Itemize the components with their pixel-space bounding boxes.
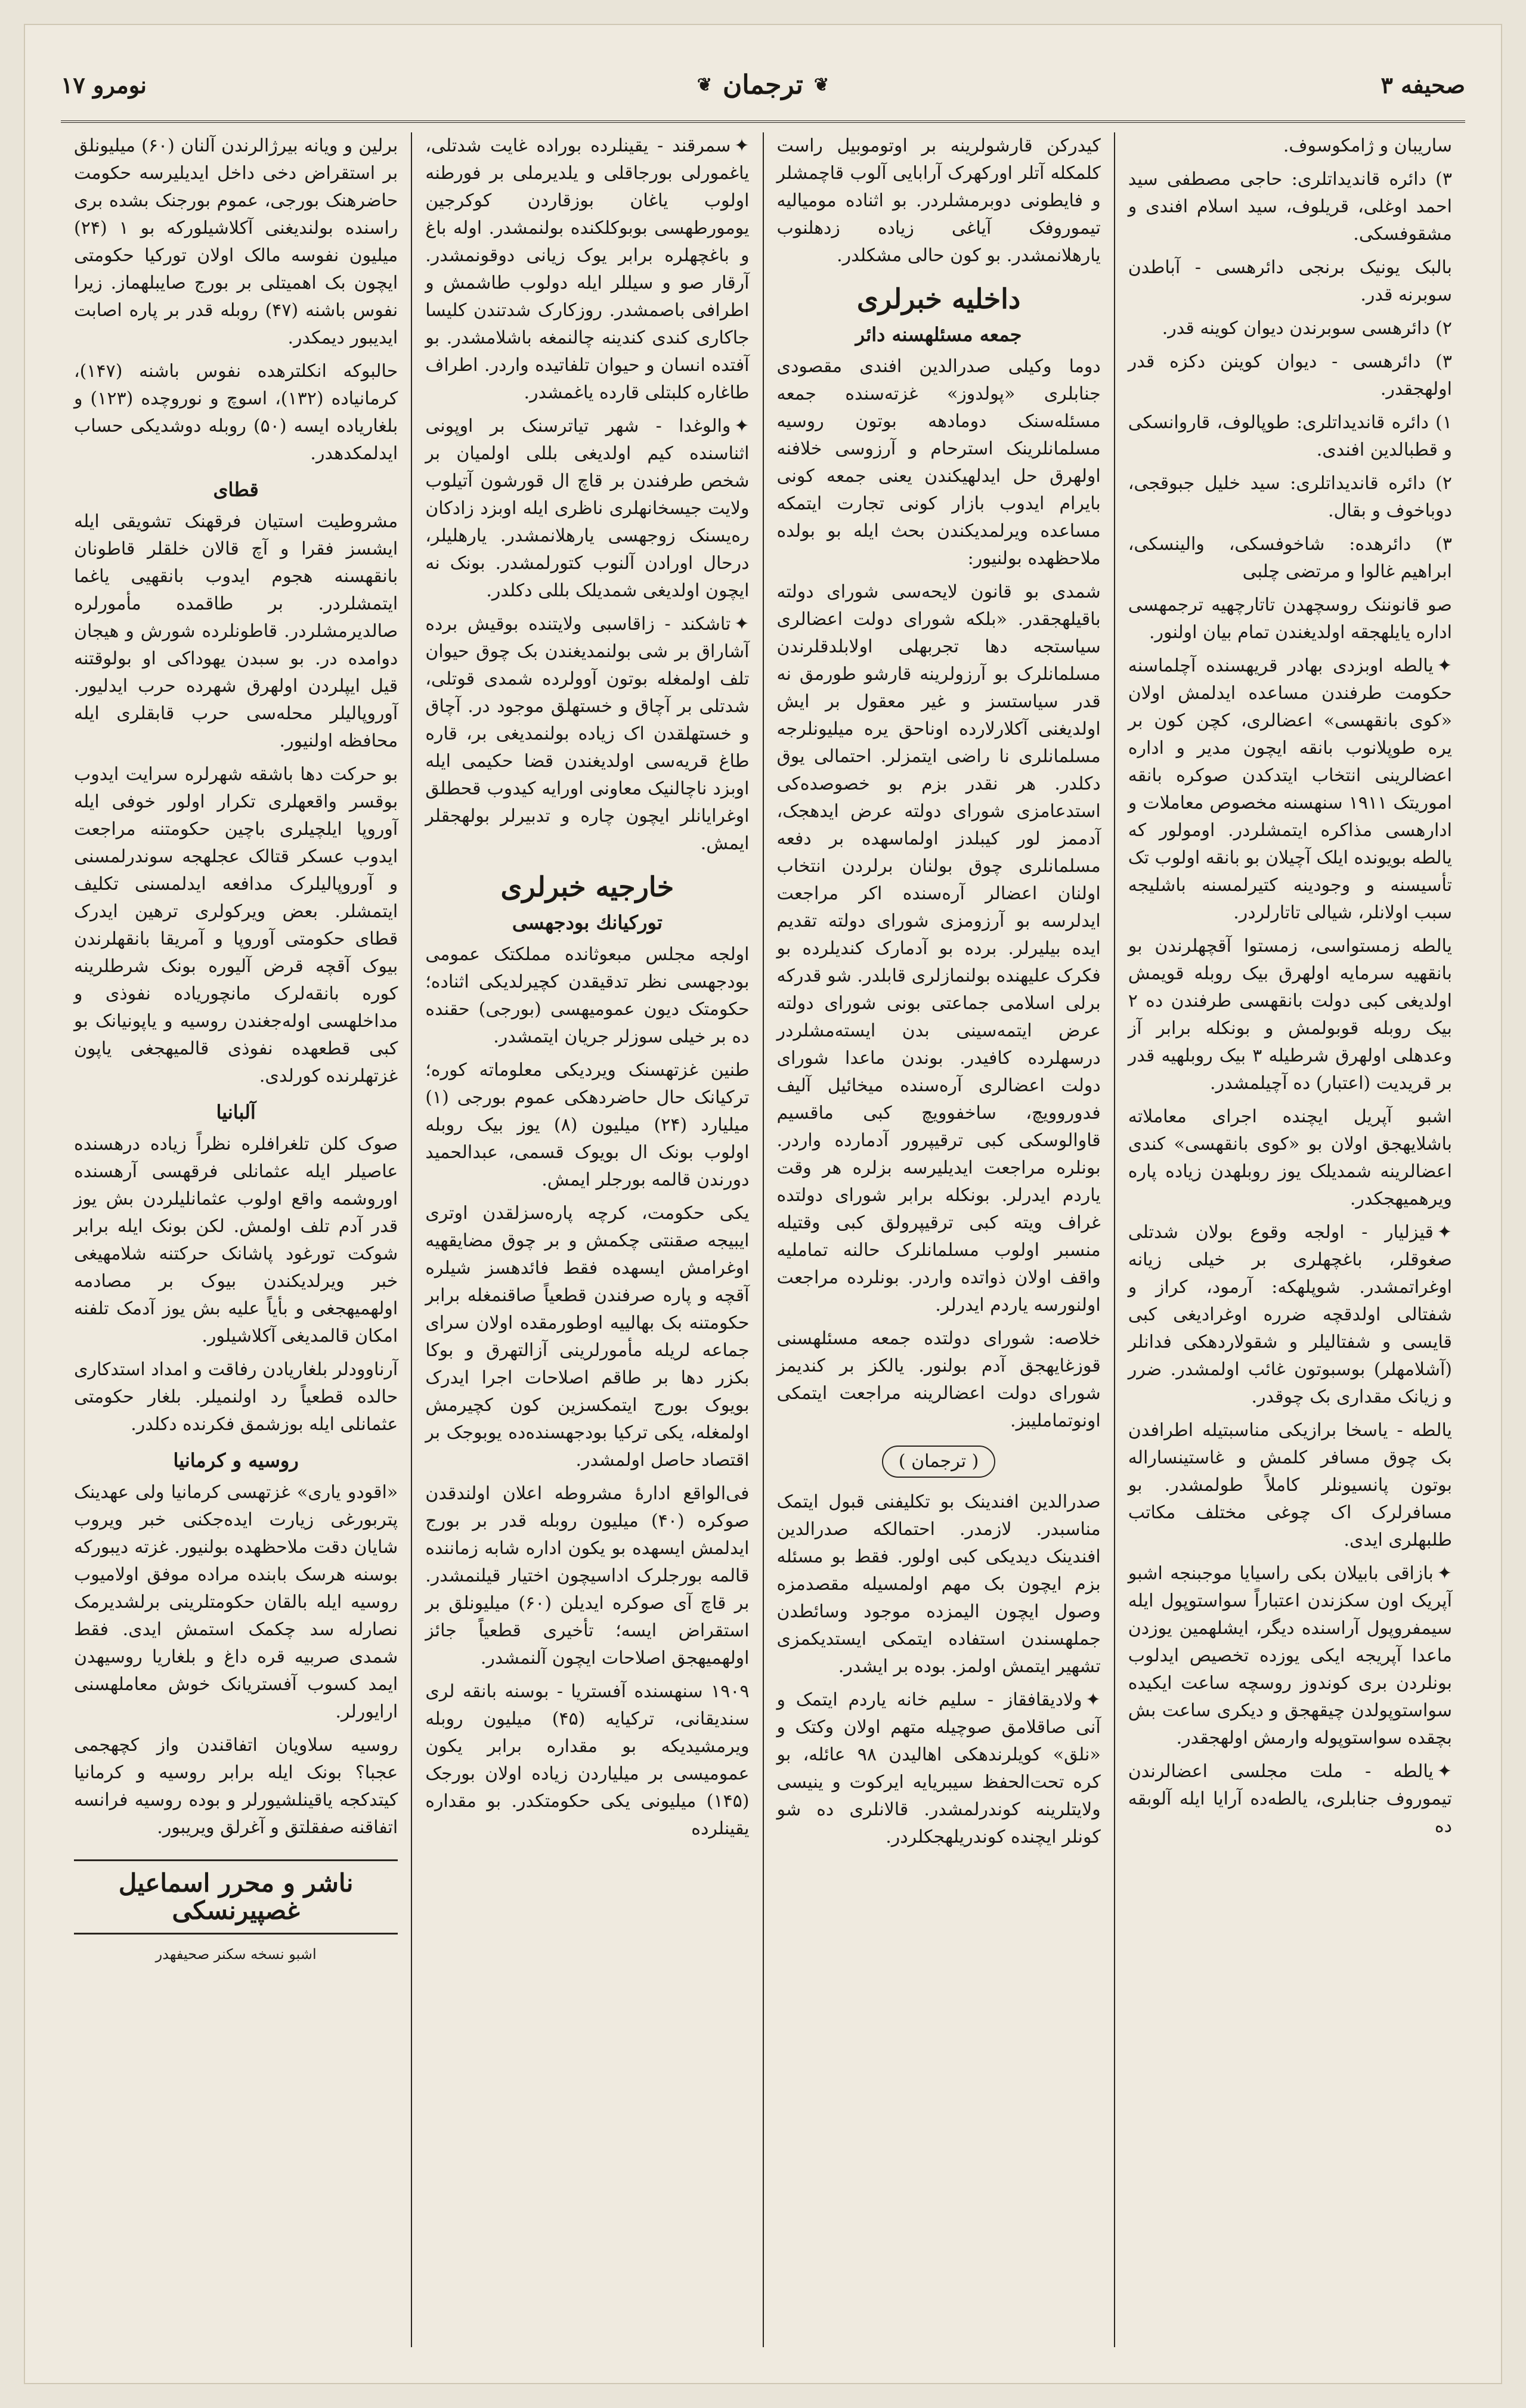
star-bullet-icon: ✦ — [734, 614, 750, 635]
paragraph: برلین و ویانه بیرژالرندن آلنان (۶۰) میلیونلق بر استقراض دخی داخل ایدیلیرسه حکومت حاضرهنک بورجی، عموم بورجنک بشده بری راسنده بولندیغنی آکلاشیلورکه بو ۱ (۲۴) میلیون نفوسه مالک اولان توركيا حکومتی ایچون بک اهمیتلی بر بورج صایبلهماز. زیرا نفوس باشنه (۴۷) روبله قدر بر پاره اصابت ایدیبور دیمکدر. — [74, 135, 398, 348]
paragraph: ۲) دائرهسی سوبرندن دیوان کوینه قدر. — [1162, 318, 1452, 339]
section-title-domestic: داخلیه خبرلری — [856, 283, 1021, 315]
paragraph: یالطه زمستواسی، زمستوا آقچهلرندن بو بانقهیه سرمایه اولهرق بیک روبله قویمش اولدیغی کبی دولت بانقهسی طرفندن ده ۲ بیک روبله قوبولمش و بونکله برابر آز وعدهلی اولهرق شرطیله ۳ بیک روبلهیه قدر بر قریدیت (اعتبار) ده آچیلمشدر. — [1128, 936, 1452, 1094]
news-item: ✦بازاقی بابیلان بکی راسیایا موجبنجه اشبو آپریک اون سکزندن اعتباراً سواستوپول ایله سیمفروپول آراسنده دیگر، ایشلهمین یوزدن ماعدا آپریجه ایکی یوزده تخصیص ایدلوب بونلردن بری کوندوز روسچه ساعت ایکیده سواستوپولدن چیقهجق و دیکری ساعت بش بچقده سواستوپوله وارمش اولهجقدر. — [1128, 1563, 1452, 1748]
paragraph: صدرالدین افندینک بو تکلیفنی قبول ایتمک مناسبدر. لازمدر. احتمالکه صدرالدین افندینک دیدیکی کبی اولور. فقط بو مسئله بزم ایچون بک مهم اولمسیله مقصدمزه وصول ایچون الیمزده موجود وسائطدن جملهسندن استفاده ایتمکی ایستدیکمزی تشهیر ایتمش اولمز. بوده بر ایشدر. — [776, 1491, 1101, 1677]
star-bullet-icon: ✦ — [1437, 1761, 1452, 1782]
star-bullet-icon: ✦ — [734, 135, 750, 156]
subheading: روسیه و کرمانیا — [173, 1449, 299, 1472]
page-number: صحیفه ۳ — [1380, 71, 1465, 98]
star-bullet-icon: ✦ — [734, 416, 750, 437]
paragraph: ۳) دائرهسی - دیوان کوینن دکزه قدر اولهجقدر. — [1128, 351, 1452, 400]
subheading: جمعه مسئلهسنه دائر — [855, 323, 1022, 346]
news-item: ✦یالطه اوبزدی بهادر قریهسنده آچلماسنه حکومت طرفندن مساعده ایدلمش اولان «کوی بانقهسی» اعضالری، کچن کون بر یره طوپلانوب بانقه ایچون مدیر و اداره اعضالرینی انتخاب ایتدکدن صوکره بانقه اموریتک ۱۹۱۱ سنهسنه مخصوص معاملات و ادارهسی مذاکره ایتمشلردر. اومولور که یالطه بویونده ایلک آچیلان بو بانقه اولوب تک تأسیسنه و وجودینه کتیرلمسنه باشلیجه سبب اولانلر، شیالی تاتارلردر. — [1128, 655, 1452, 923]
subheading: قطای — [213, 478, 259, 501]
column-3 — [411, 132, 762, 2347]
paragraph: خلاصه: شورای دولتده جمعه مسئلهسنی قوزغایهجق آدم بولنور. یالکز بر کندیمز شورای دولت اعضالرینه مراجعت ایتمکی اونوتماملیبز. — [776, 1328, 1101, 1431]
paragraph: ۲) دائره قاندیداتلری: سید خلیل جبوقجی، دوباخوف و بقال. — [1128, 473, 1452, 521]
signature-box — [777, 1446, 1101, 1478]
news-item: ✦ولادیقافقاز - سلیم خانه یاردم ایتمک و آنی صاقلامق صوچیله متهم اولان وکتک و «نلق» کویلرندهکی اهالیدن ۹۸ عائله، بو کره تحت‌الحفظ سیبریایه ایرکوت و ینیسی ولایتلرینه کوندرلمشدر. قالانلری ده شو کونلر ایچنده کوندریلهجکلردر. — [776, 1689, 1101, 1847]
column-1 — [1114, 132, 1465, 2347]
paragraph: شمدی بو قانون لایحه‌سی شورای دولته باقیلهجقدر. «بلکه شورای دولت اعضالری سیاستجه دها تجربهلی اولابلدقلرندن مسلمانلرک بو آرزولرینه قارشو طورمق نه قدر سیاستسز و غیر معقول بر ایش اولدیغنی آکلارلارده اوناحق یره میلیونلرجه مسلمانلری نا راضی ایتمزلر. احتمالی یوق دکلدر. هر نقدر بزم بو خصوصده‌کی استدعامزی شورای دولته عرض ایدهجک، آدممز لور کیبلدز اولماسهده بر دفعه مسلمانلری چوق بولنان برلردن انتخاب اولنان اعضالر آره‌سنده اکر مراجعت ایدلرسه بو آرزومزی شورای دولته تقدیم ایده بیلیرلر. برده بو آدمارک کندیلرده بو فکرک علیهنده بولنمازلری قابلدر. شو قدرکه برلی اسلامی جماعتی بونی شورای دولته عرض ایتمه‌سینی بدن ایسته‌مشلردر درسهلرده کافیدر. بوندن ماعدا شورای دولت اعضالری آره‌سنده میخائیل آلیف فدوروویچ، ساخفوویچ کبی ماقسیم قاوالوسکی کبی ترقیپرور آدمارده واردر. بونلره مراجعت ایدیلیرسه بزلره هر وقت یاردم ایدرلر. بونکله برابر شورای دولتده غراف ویته کبی ترقیپرولق کبی وقتیله منسبر اولوب مسلمانلرک حالنه تماملیه واقف اولان ذواتده واردر. بونلرده مراجعت اولنورسه یاردم ایدرلر. — [776, 581, 1101, 1316]
paragraph: حالبوکه انکلترهده نفوس باشنه (۱۴۷)، کرمانیاده (۱۳۲)، اسوچ و نوروچده (۱۲۳) و بلغاریاده ایسه (۵۰) روبله دوشدیکی حساب ایدلمکدهدر. — [74, 361, 398, 464]
star-bullet-icon: ✦ — [1437, 1563, 1452, 1584]
news-item: ✦تاشکند - زاقاسبی ولایتنده بوقیش برده آشاراق بر شی بولنمدیغندن بک چوق حیوان تلف اولمغله بوتون آوولرده شمدی قوتلی، شدتلی بر آچاق و خستهلق موجود در. آچاق و خستهلقدن اک زیاده بولنمدیغی بر، قاره طاغ قریه‌سی اولدیغندن قضا حکیمی ایله اوبزد ناچالنیک معاونی اورایه کیدوب قحطلق اوغرایانلر ایچون چاره و تدبیرلر بولهجقلر ایمش. — [425, 614, 750, 854]
page-header — [61, 49, 1465, 123]
news-item: ✦یالطه - ملت مجلسی اعضالرندن تیموروف جنابلری، یالطه‌ده آرایا ایله آلوبقه ده — [1128, 1761, 1452, 1837]
paragraph: «اقودو یاری» غزتهسی کرمانیا ولی عهدینک پتربورغی زیارت ایده‌جکنی خبر ویروب شایان دقت ملاحظهده بولنیور. غزته دیبورکه بوسنه هرسک بابنده مراده موفق اولامیوب روسیه ایله بالقان حکومتلرینی برلشدیرمک نصارله سد چکمک استمش ایدی. فقط شمدی صربیه قره داغ و بلغاریا روسیهدن ایمد کسوب آفستریانک خوش معاملهسنی ارایورلر. — [74, 1482, 398, 1722]
masthead-title: ترجمان — [723, 69, 803, 100]
paragraph: اولجه مجلس مبعوثانده مملکتک عمومی بودجهسی نظر تدقیقدن کچیرلدیکی اثناده؛ حکومتک دیون عمومیهسی (بورجی) حقنده ده بر خیلی سوزلر جریان ایتمشدر. — [425, 944, 750, 1047]
news-item: ✦والوغدا - شهر تیاترسنک بر اوپونی اثناسنده کیم اولدیغی بللی اولمیان بر شخص طرفندن بر قاچ ال قورشون آتیلوب ولایت جیسخانهلری ناظری ایله اوبزد زادکان ره‌یسنک زوجهسی یارهلانمشدر. یارهلیلر، درحال اورادن آلنوب کتورلمشدر. بونک نه ایچون اولدیغی شمدیلک بللی دکلدر. — [425, 416, 750, 601]
newspaper-page — [24, 24, 1502, 2384]
paragraph: آرناوودلر بلغاریادن رفاقت و امداد استدکاری حالده قطعیاً رد اولنمیلر. بلغار حکومتی عثمانلی ایله بوزشمق فکرنده دکلدر. — [74, 1359, 398, 1435]
paragraph: یالطه - یاسخا برازیکی مناسبتیله اطرافدن بک چوق مسافر کلمش و غاستینساراله بوتون پانسیونلر کاملاً طولمشدر. بو مسافرلرک اک چوغی مختلف مکاتب طلبهلری ایدی. — [1128, 1420, 1452, 1550]
section-title-foreign: خارجیه خبرلری — [500, 871, 674, 903]
paragraph: روسیه سلاویان اتفاقندن واز کچهجمی عجبا؟ بونک ایله برابر روسیه و کرمانیا کیتدکجه یاقینلشیورلر و بوده روسیه فرانسه اتفاقنه صفقلتق و آغرلق ویریبور. — [74, 1735, 398, 1838]
paragraph: ساریبان و ژامکوسوف. — [1283, 135, 1452, 156]
ornament-left-icon: ❦ — [697, 74, 713, 95]
paragraph: ۱) دائره قاندیداتلری: طوپالوف، قاروانسکی و قطبالدین افندی. — [1128, 412, 1452, 460]
star-bullet-icon: ✦ — [1437, 655, 1452, 676]
paragraph: دوما وکیلی صدرالدین افندی مقصودی جنابلری «پولدوز» غزته‌سنده جمعه مسئله‌سنک دومادهه بوتون روسیه مسلمانلرینک استرحام و آرزوسی خلافنه اولهرق حل ایدلهیکندن یعنی جمعه کونی بایرام ایدوب بازار کونی تجارت ایتمکه مساعده ویرلمدیکندن بحث ایله بو بولده ملاحظهده بولنیور: — [776, 356, 1101, 569]
signature-label: ( ترجمان ) — [882, 1446, 995, 1478]
masthead — [697, 70, 829, 100]
news-item: ✦قیزلیار - اولجه وقوع بولان شدتلی صغوقلر، باغچهلری بر خیلی زیانه اوغراتمشدر. شوپلهکه: آرمود، کراز و شفتالی اولدقچه ضرره اوغرادیغی کبی قایسی و شفتالیلر و شقولاردهکی فدانلر (آشلامهلر) بوسبوتون غائب اولمشدر. ضرر و زیانک مقداری بک چوقدر. — [1128, 1222, 1452, 1407]
paragraph: کیدرکن قارشولرینه بر اوتوموبیل راست کلمکله آتلر اورکهرک آرابایی آلوب قاچمشلر و فایطونی دوبرمشلردر. بو اثناده مومیالیه تیموروفک آیاغی زیاده زدهلنوب یارهلانمشدر. بو کون حالی مشکلدر. — [776, 135, 1101, 266]
paragraph: اشبو آپریل ایچنده اجرای معاملاته باشلایهجق اولان بو «کوی بانقهسی» کندی اعضالرینه شمدیلک یوز روبلهدن زیاده پاره ویرهمیهجکدر. — [1128, 1106, 1452, 1209]
star-bullet-icon: ✦ — [1085, 1689, 1101, 1710]
issue-number: نومرو ۱۷ — [61, 71, 147, 98]
paragraph: مشروطیت استیان فرقهنک تشویقی ایله ایشسز فقرا و آچ قالان خلقلر قاطونان بانقهسنه هجوم ایدوب بانقهیی یاغما ایتمشلردر. بر طاقمده مأمورلره صالدیرمشلردر. قاطونلرده شورش و هیجان دوامده در. بو سبدن یهوداکی او بولوقتنه قیل ایپلردن اولهرق شهرده حرب ایدلیور. آوروپالیلر محله‌سی حرب قابقلری ایله محافظه اولنیور. — [74, 511, 398, 751]
paragraph: صو قانوننک روسچهدن تاتارچهیه ترجمهسی اداره یایلهجقه اولدیغندن تمام بیان اولنور. — [1128, 595, 1452, 643]
paragraph: بالبک یونیک برنجی دائرهسی - آباطدن سوبرنه قدر. — [1128, 257, 1452, 305]
paragraph: بو حرکت دها باشقه شهرلره سرایت ایدوب بوقسر واقعهلری تکرار اولور خوفی ایله آوروپا ایلچیلری باچین حکومتنه مراجعت ایدوب عسکر قتالک عجلهجه سوندرلمسنی و آوروپالیلرک مدافعه ایدلمسنی تکلیف ایتمشلر. بعض ویرکولری ترهین ایدرک قطای حکومتی آوروپا و آمریقا بانقهلرندن بیوک آقچه قرض آلیوره بونک شرطلرینه کوره بانقه‌لرک مانچوریاده نفوذی و مداخلهسی اوله‌جغندن روسیه و یاپونیانک بو کبی قطعهده نفوذی قالمیهجغی یاپون غزتهلرنده کورلدی. — [74, 764, 398, 1087]
text-columns — [61, 132, 1465, 2347]
star-bullet-icon: ✦ — [1437, 1222, 1452, 1243]
column-2 — [763, 132, 1114, 2347]
paragraph: طنین غزتهسنک ویردیکی معلوماته کوره؛ ترکیانک حال حاضردهکی عموم بورجی (۱) میلیارد (۲۴) میلیون (۸) یوز بیک روبله اولوب بونک ال بویوک قسمی، عبدالحمید دورندن قالمه بورجلر ایمش. — [425, 1060, 750, 1190]
subheading: توركيانك بودجهسی — [512, 911, 663, 934]
paragraph: ۳) دائره قاندیداتلری: حاجی مصطفی سید احمد اوغلی، قریلوف، سید اسلام افندی و مشقوفسکی. — [1128, 169, 1452, 244]
ornament-right-icon: ❦ — [813, 74, 829, 95]
news-item: ✦سمرقند - یقینلرده بوراده غایت شدتلی، یاغمورلی بورجاقلی و یلدیرملی بر فورطنه اولوب یاغان بوزقاردن کوکرجین یومورطهسی بوبوکلکنده بولنمشدر. اوله باغ و باغچهلره برابر یوک زیانی دوقونمشدر. آرقار صو و سیللر ایله دولوب طاشمش و اطرافی باصمشدر. روزکارک شدتندن کلیسا جاکاری کندی کندینه چالنمغه باشلامشدر. بو آفتده انسان و حیوان تلفاتیده واردر. اطراف طاغاره کلبتلی قارده یاغمشدر. — [425, 135, 750, 403]
column-4 — [61, 132, 411, 2347]
paragraph: ۳) دائرهده: شاخوفسکی، والینسکی، ابراهیم غالوا و مرتضی چلبی — [1128, 534, 1452, 582]
paragraph: ۱۹۰۹ سنهسنده آفستریا - بوسنه بانقه لری سندیقانی، ترکیایه (۴۵) میلیون روبله ویرمشیدیکه بو مقداره برابر یکون عمومیسی بر میلیاردن زیاده اولان بورجک (۱۴۵) میلیونی یکی حکومتکدر. بو مقداره یقینلرده — [425, 1681, 750, 1839]
paragraph: یکی حکومت، کرچه پاره‌سزلقدن اوتری ایبیجه صقنتی چکمش و بر چوق مضایقهیه اوغرامش ایسهده فقط فائدهسز شیلره آقچه و پاره صرفندن قطعیاً صاقنمغله برابر حکومتنه بک بهالییه اوطورمقده اولان سرای جماعه لریله مأمورلرینی آزالتهرق و بوکا بکزر دها بر طاقم اصلاحات اجرا ایدرک بویوک بورج ایتمکسزین کون کچیرمش اولمغله، یکی ترکیا بودجهسنده‌ده یوبوجک بر اقتصاد حاصل اولمشدر. — [425, 1203, 750, 1471]
paragraph: فی‌الواقع ادارهٔ مشروطه اعلان اولندقدن صوکره (۴۰) میلیون روبله قدر بر بورج ایدلمش ایسهده بو یکون اداره شابه زماننده قالمه بورجلرک اداسیچون اختیار قیلنمشدر. بر قاچ آی صوکره ایدیلن (۶۰) میلیونلق بر استقراض ایسه؛ تأخیری قطعیاً جائز اولهمیهجق اصلاحات ایچون آلنمشدر. — [425, 1483, 750, 1669]
printer-note: اشبو نسخه سکنر صحیفهدر — [155, 1946, 317, 1963]
publisher-signature: ناشر و محرر اسماعیل غصپیرنسکی — [74, 1859, 398, 1935]
paragraph: صوک کلن تلغرافلره نظراً زیاده درهسنده عاصیلر ایله عثمانلی فرقهسی آرهسنده اوروشمه واقع اولوب عثمانلیلردن بش یوز قدر آدم تلف اولمش. لکن بونک ایله برابر شوکت تورغود پاشانک حرکتنه شلامهیغی خبر ویرلدیکندن بیوک بر مصادمه اولهمیهجغی و بأیاً علیه بش یوز آدمک تلفنه امکان قالمدیغی آکلاشیلور. — [74, 1134, 398, 1347]
subheading: آلبانیا — [216, 1101, 256, 1123]
